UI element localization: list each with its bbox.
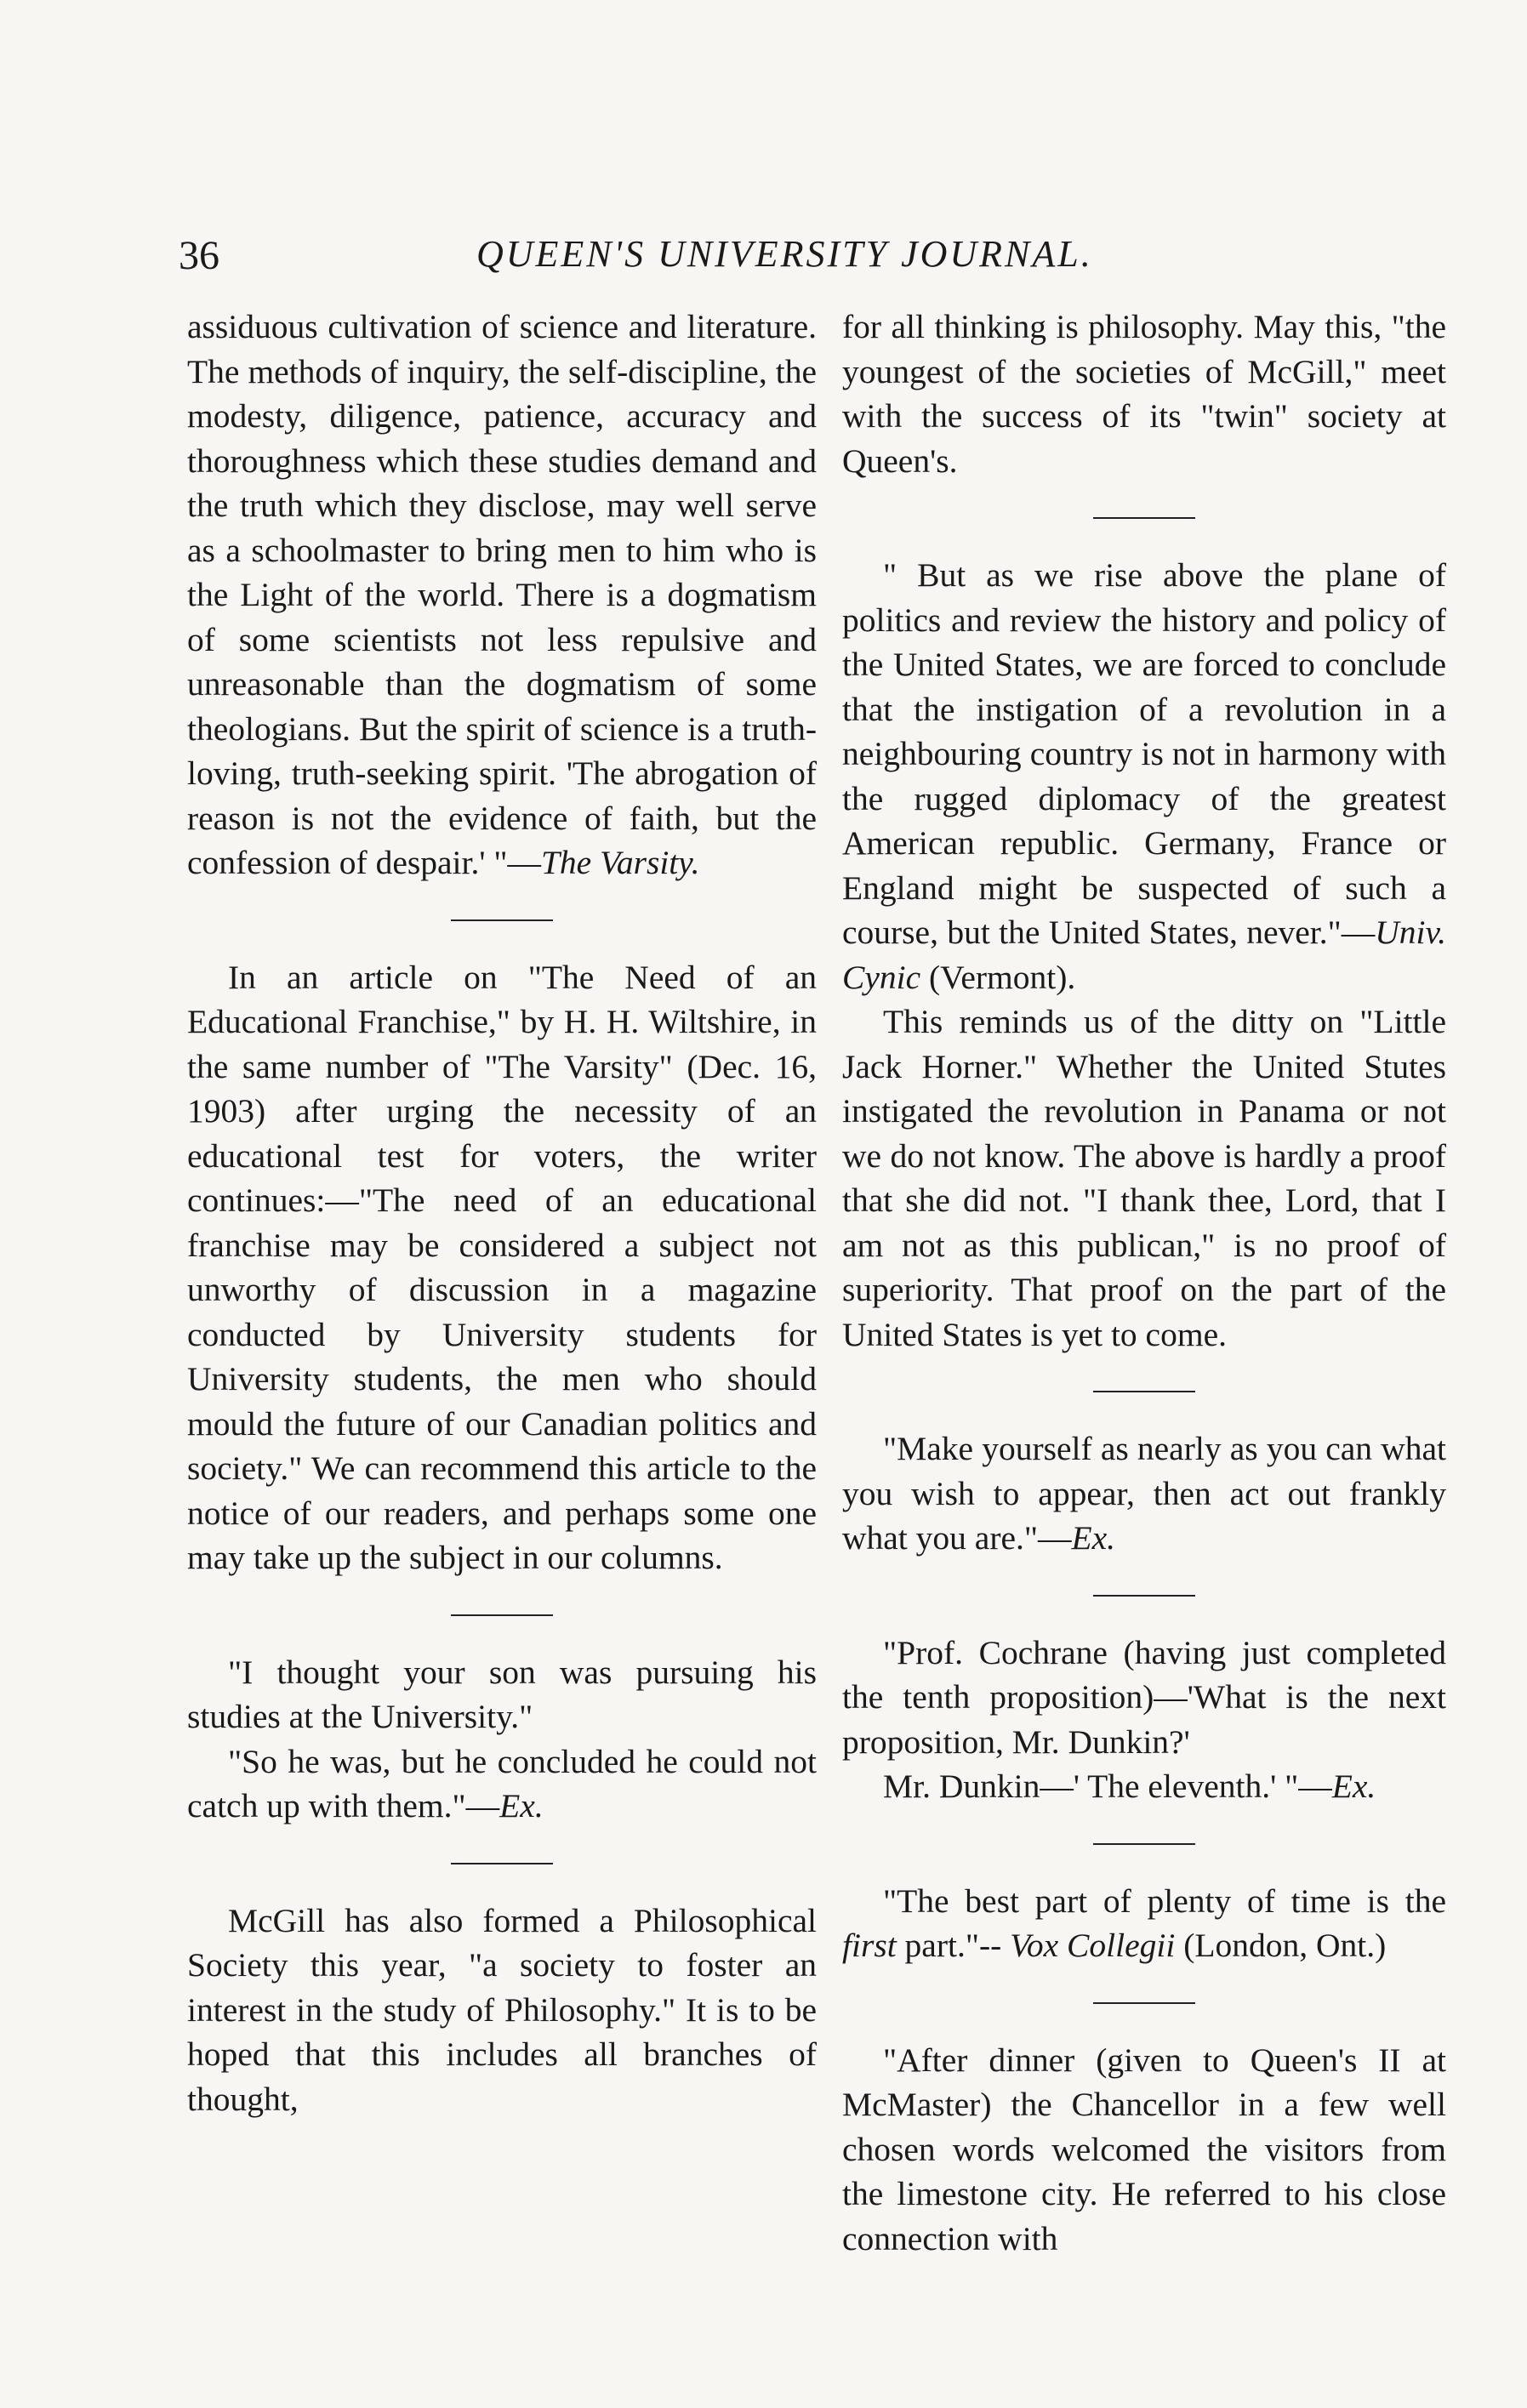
right-paragraph-4: [842, 1426, 1446, 1561]
right-paragraph-2: [842, 553, 1446, 999]
left-column: [187, 305, 817, 2121]
right-paragraph-7-source: Vox Collegii: [1010, 1927, 1176, 1964]
left-paragraph-1-source: The Varsity.: [540, 844, 700, 881]
right-paragraph-7-text-a: "The best part of plenty of time is the: [883, 1881, 1446, 1920]
right-paragraph-2-text: " But as we rise above the plane of politics and review the history and policy of the United States, we are forced to conclude that the instigation of a revolution in a neighbouring country is not in harmony with the rugged diplomacy of the greatest American republic. Germany, France or England might be suspected of such a course, but the United States, never."—: [842, 556, 1446, 951]
left-paragraph-2: In an article on "The Need of an Educational Franchise," by H. H. Wiltshire, in the same number of "The Varsity" (Dec. 16, 1903) after urging the necessity of an educational test for voters, the writer continues:—"The need of an educational franchise may be considered a subject not unworthy of discussion in a magazine conducted by University students for University students, the men who should mould the future of our Canadian politics and society." We can recommend this article to the notice of our readers, and perhaps some one may take up the subject in our columns.: [187, 958, 817, 1576]
page-header: [170, 225, 1480, 285]
left-paragraph-4: [187, 1739, 817, 1829]
right-paragraph-8: "After dinner (given to Queen's II at McMaster) the Chancellor in a few well chosen words welcomed the visitors from the limestone city. He referred to his close connection with: [842, 2041, 1446, 2257]
right-paragraph-1: for all thinking is philosophy. May this, "the youngest of the societies of McGill," meet with the success of its "twin" society at Queen's.: [842, 308, 1446, 480]
section-divider: [451, 1614, 553, 1616]
left-paragraph-1: [187, 305, 817, 885]
right-paragraph-7-text-b: part."--: [896, 1927, 1011, 1964]
right-paragraph-7-tail: (London, Ont.): [1175, 1927, 1387, 1964]
right-paragraph-2-tail: (Vermont).: [920, 958, 1076, 996]
left-paragraph-4-text: "So he was, but he concluded he could not catch up with them."—: [187, 1742, 817, 1825]
left-paragraph-5: McGill has also formed a Philosophical Society this year, "a society to foster an interest in the study of Philosophy." It is to be hoped that this includes all branches of thought,: [187, 1901, 817, 2118]
right-paragraph-6: [842, 1764, 1446, 1809]
section-divider: [1093, 1595, 1195, 1597]
section-divider: [451, 1863, 553, 1864]
right-paragraph-4-source: Ex.: [1071, 1519, 1116, 1557]
right-column: [842, 305, 1446, 2261]
page-number: 36: [179, 233, 219, 278]
left-paragraph-4-source: Ex.: [499, 1787, 544, 1825]
right-paragraph-7-emphasis: first: [842, 1927, 897, 1964]
left-paragraph-3: "I thought your son was pursuing his studies at the University.": [187, 1653, 817, 1735]
right-paragraph-6-source: Ex.: [1331, 1768, 1376, 1805]
right-paragraph-3: This reminds us of the ditty on "Little Jack Horner." Whether the United Stutes instigated the revolution in Panama or not we do not know. The above is hardly a proof that she did not. "I thank thee, Lord, that I am not as this publican," is no proof of superiority. That proof on the part of the United States is yet to come.: [842, 1003, 1446, 1353]
right-paragraph-2-source: Univ. Cynic: [842, 914, 1446, 996]
right-paragraph-7: [842, 1879, 1446, 1968]
right-paragraph-5: "Prof. Cochrane (having just completed the tenth proposition)—'What is the next proposition, Mr. Dunkin?': [842, 1633, 1446, 1761]
running-title: QUEEN'S UNIVERSITY JOURNAL.: [476, 233, 1093, 275]
section-divider: [1093, 517, 1195, 519]
left-paragraph-1-text: assiduous cultivation of science and literature. The methods of inquiry, the self-discipline, the modesty, diligence, patience, accuracy and thoroughness which these studies demand and the truth which they disclose, may well serve as a schoolmaster to bring men to him who is the Light of the world. There is a dogmatism of some scientists not less repulsive and unreasonable than the dogmatism of some theologians. But the spirit of science is a truth-loving, truth-seeking spirit. 'The abrogation of reason is not the evidence of faith, but the confession of despair.' "—: [187, 308, 817, 881]
right-paragraph-6-text: Mr. Dunkin—' The eleventh.' "—: [883, 1768, 1332, 1805]
section-divider: [451, 919, 553, 921]
section-divider: [1093, 1391, 1195, 1392]
section-divider: [1093, 1843, 1195, 1845]
right-paragraph-4-text: "Make yourself as nearly as you can what you wish to appear, then act out frankly what you are."—: [842, 1430, 1446, 1557]
section-divider: [1093, 2002, 1195, 2004]
